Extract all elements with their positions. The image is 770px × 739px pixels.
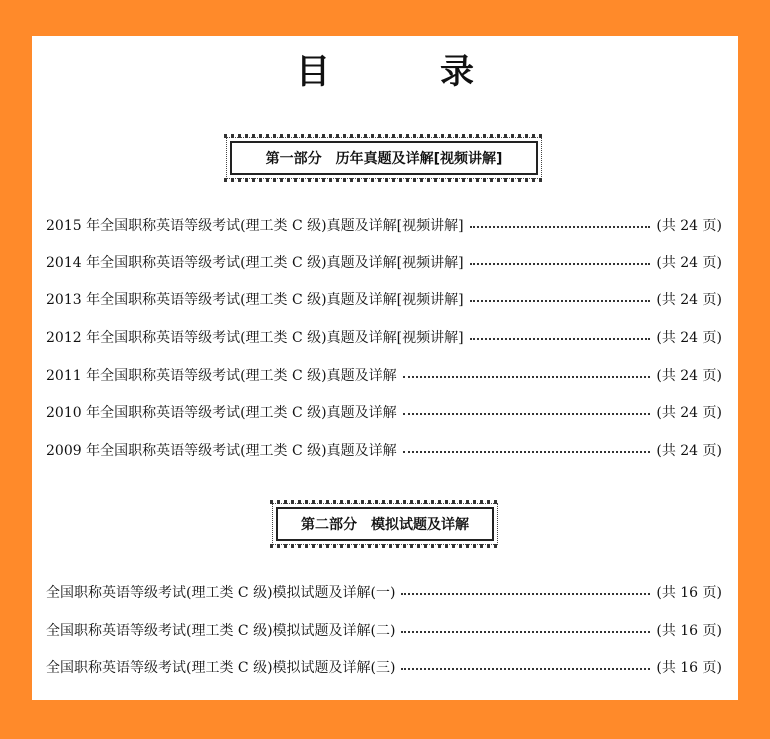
toc-entry-title: 2009 年全国职称英语等级考试(理工类 C 级)真题及详解: [46, 443, 397, 459]
toc-entry-pages: (共 24 页): [656, 218, 722, 234]
toc-entry[interactable]: [46, 288, 722, 310]
toc-entry-title: 全国职称英语等级考试(理工类 C 级)模拟试题及详解(三): [46, 660, 396, 676]
dot-leader: [401, 631, 650, 633]
toc-entry[interactable]: [46, 581, 722, 603]
toc-entry-title: 2012 年全国职称英语等级考试(理工类 C 级)真题及详解[视频讲解]: [46, 330, 464, 346]
toc-entry-pages: (共 24 页): [656, 368, 722, 384]
toc-entry-pages: (共 24 页): [656, 255, 722, 271]
toc-entry-title: 2015 年全国职称英语等级考试(理工类 C 级)真题及详解[视频讲解]: [46, 218, 464, 234]
toc-entry-title: 全国职称英语等级考试(理工类 C 级)模拟试题及详解(一): [46, 585, 396, 601]
page-title: 目 录: [296, 52, 512, 92]
toc-entry-pages: (共 24 页): [656, 443, 722, 459]
toc-entry-pages: (共 16 页): [656, 660, 722, 676]
toc-entry-pages: (共 16 页): [656, 585, 722, 601]
toc-entry-pages: (共 24 页): [656, 330, 722, 346]
dot-leader: [403, 413, 651, 415]
dot-leader: [401, 593, 650, 595]
toc-entry-pages: (共 24 页): [656, 292, 722, 308]
toc-entry-title: 2011 年全国职称英语等级考试(理工类 C 级)真题及详解: [46, 368, 397, 384]
toc-entry-title: 2013 年全国职称英语等级考试(理工类 C 级)真题及详解[视频讲解]: [46, 292, 464, 308]
toc-entry[interactable]: [46, 656, 722, 678]
toc-page: [32, 36, 738, 700]
toc-entry[interactable]: [46, 619, 722, 641]
toc-entry-title: 2014 年全国职称英语等级考试(理工类 C 级)真题及详解[视频讲解]: [46, 255, 464, 271]
toc-entry[interactable]: [46, 326, 722, 348]
toc-entry-title: 全国职称英语等级考试(理工类 C 级)模拟试题及详解(二): [46, 623, 396, 639]
dot-leader: [470, 300, 651, 302]
toc-entry-pages: (共 24 页): [656, 405, 722, 421]
dot-leader: [403, 376, 651, 378]
section-heading-part-2: 第二部分 模拟试题及详解: [276, 507, 494, 541]
toc-entry[interactable]: [46, 364, 722, 386]
dot-leader: [401, 668, 650, 670]
toc-entry[interactable]: [46, 439, 722, 461]
dot-leader: [470, 263, 651, 265]
toc-entry[interactable]: [46, 214, 722, 236]
toc-entry-pages: (共 16 页): [656, 623, 722, 639]
toc-entry[interactable]: [46, 251, 722, 273]
toc-entry-title: 2010 年全国职称英语等级考试(理工类 C 级)真题及详解: [46, 405, 397, 421]
section-heading-part-1: 第一部分 历年真题及详解[视频讲解]: [230, 141, 538, 175]
dot-leader: [470, 338, 651, 340]
dot-leader: [470, 226, 651, 228]
toc-entry[interactable]: [46, 401, 722, 423]
dot-leader: [403, 451, 651, 453]
